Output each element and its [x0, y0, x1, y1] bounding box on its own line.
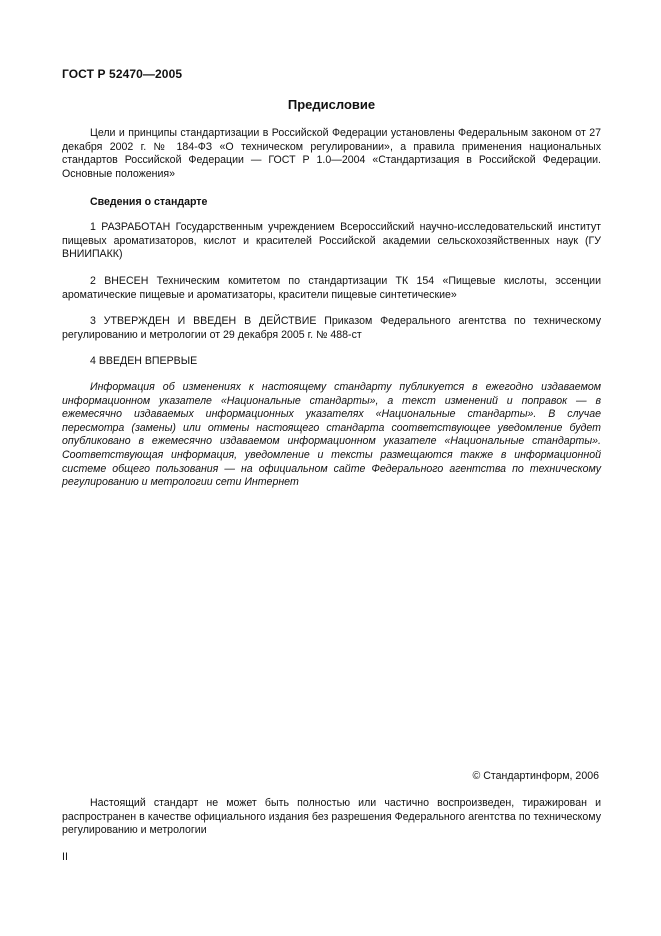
- document-code-header: ГОСТ Р 52470—2005: [62, 67, 183, 81]
- copyright: © Стандартинформ, 2006: [472, 770, 599, 782]
- item-submitted: 2 ВНЕСЕН Техническим комитетом по стандартизации ТК 154 «Пищевые кислоты, эссенции ароматические пищевые и ароматизаторы, красители пищевые синтетические»: [62, 275, 601, 301]
- notice-paragraph: Информация об изменениях к настоящему стандарту публикуется в ежегодно издаваемом информационном указателе «Национальные стандарты», а текст изменений и поправок — в ежемесячно издаваемых информационных указателях «Национальные стандарты». В случае пересмотра (замены) или отмены настоящего стандарта соответствующее уведомление будет опубликовано в ежемесячно издаваемом информационном указателе «Национальные стандарты». Соответствующая информация, уведомление и тексты размещаются также в информационной системе общего пользования — на официальном сайте Федерального агентства по техническому регулированию и метрологии сети Интернет: [62, 381, 601, 489]
- intro-paragraph: Цели и принципы стандартизации в Российской Федерации установлены Федеральным законом от 27 декабря 2002 г. № 184-ФЗ «О техническом регулировании», а правила применения национальных стандартов Российской Федерации — ГОСТ Р 1.0—2004 «Стандартизация в Российской Федерации. Основные положения»: [62, 127, 601, 180]
- reproduction-note: Настоящий стандарт не может быть полностью или частично воспроизведен, тиражирован и распространен в качестве официального издания без разрешения Федерального агентства по техническому регулированию и метрологии: [62, 797, 601, 837]
- item-developed: 1 РАЗРАБОТАН Государственным учреждением Всероссийский научно-исследовательский институт пищевых ароматизаторов, кислот и красителей Российской академии сельскохозяйственных наук (ГУ ВНИИПАКК): [62, 221, 601, 261]
- item-introduced: 4 ВВЕДЕН ВПЕРВЫЕ: [90, 355, 198, 367]
- item-approved: 3 УТВЕРЖДЕН И ВВЕДЕН В ДЕЙСТВИЕ Приказом Федерального агентства по техническому регулированию и метрологии от 29 декабря 2005 г. № 488-ст: [62, 315, 601, 341]
- page-number: II: [62, 851, 68, 863]
- section-heading: Сведения о стандарте: [90, 196, 208, 208]
- page-title: Предисловие: [287, 97, 376, 112]
